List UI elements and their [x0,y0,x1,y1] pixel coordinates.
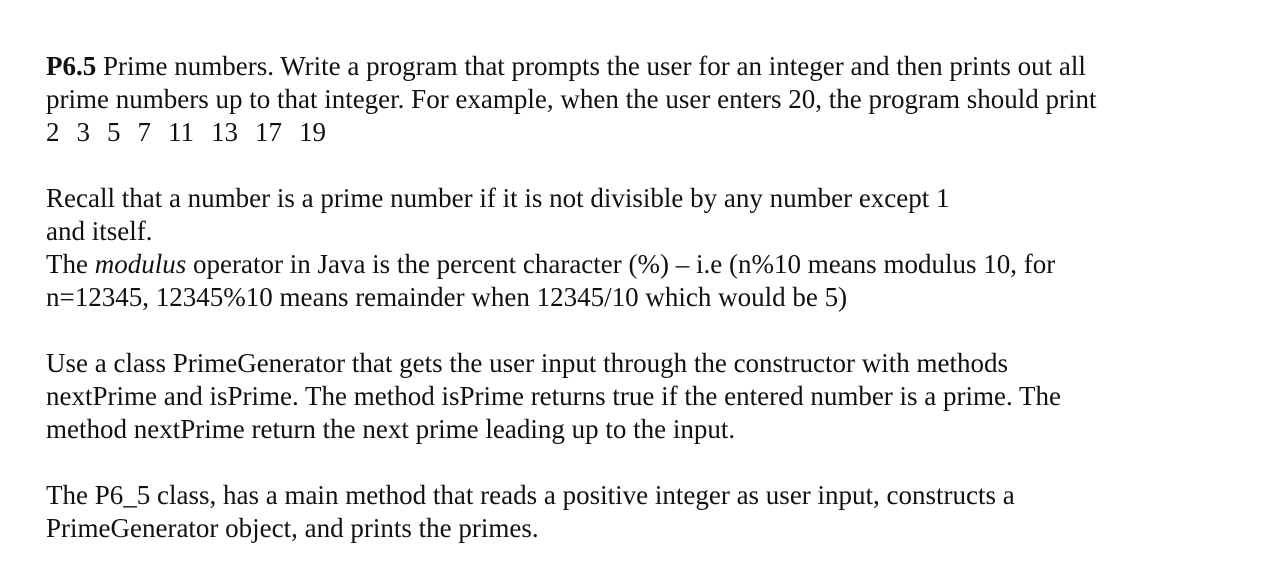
prime-value: 17 [255,117,282,147]
modulus-line [46,248,1236,281]
prime-value: 19 [299,117,326,147]
prime-value: 5 [107,117,121,147]
paragraph-gap [46,314,1236,347]
main-class-line-1: The P6_5 class, has a main method that reads a positive integer as user input, constructs a [46,480,1015,510]
prime-value: 2 [46,117,60,147]
prime-value: 11 [168,117,194,147]
primes-example [46,116,1236,149]
paragraph-gap [46,149,1236,182]
prime-value: 13 [211,117,238,147]
modulus-line-post: operator in Java is the percent character (%) – i.e (n%10 means modulus 10, for [186,249,1056,279]
usage-line-1: Use a class PrimeGenerator that gets the user input through the constructor with methods [46,348,1009,378]
paragraph-gap [46,446,1236,479]
problem-line-2: prime numbers up to that integer. For example, when the user enters 20, the program should print [46,84,1097,114]
modulus-term: modulus [94,249,187,279]
usage-line-2: nextPrime and isPrime. The method isPrime returns true if the entered number is a prime. The [46,381,1062,411]
prime-value: 7 [137,117,151,147]
document-body [46,50,1236,545]
main-class-line-2: PrimeGenerator object, and prints the primes. [46,513,539,543]
recall-line-1: Recall that a number is a prime number if it is not divisible by any number except 1 [46,183,950,213]
problem-line-1 [46,50,1236,83]
problem-line-1-text: Prime numbers. Write a program that prompts the user for an integer and then prints out all [96,51,1086,81]
modulus-line-pre: The [46,249,95,279]
prime-value: 3 [76,117,90,147]
problem-id: P6.5 [46,51,97,81]
recall-line-2: and itself. [46,216,153,246]
usage-line-3: method nextPrime return the next prime leading up to the input. [46,414,736,444]
modulus-example-line: n=12345, 12345%10 means remainder when 12345/10 which would be 5) [46,282,848,312]
